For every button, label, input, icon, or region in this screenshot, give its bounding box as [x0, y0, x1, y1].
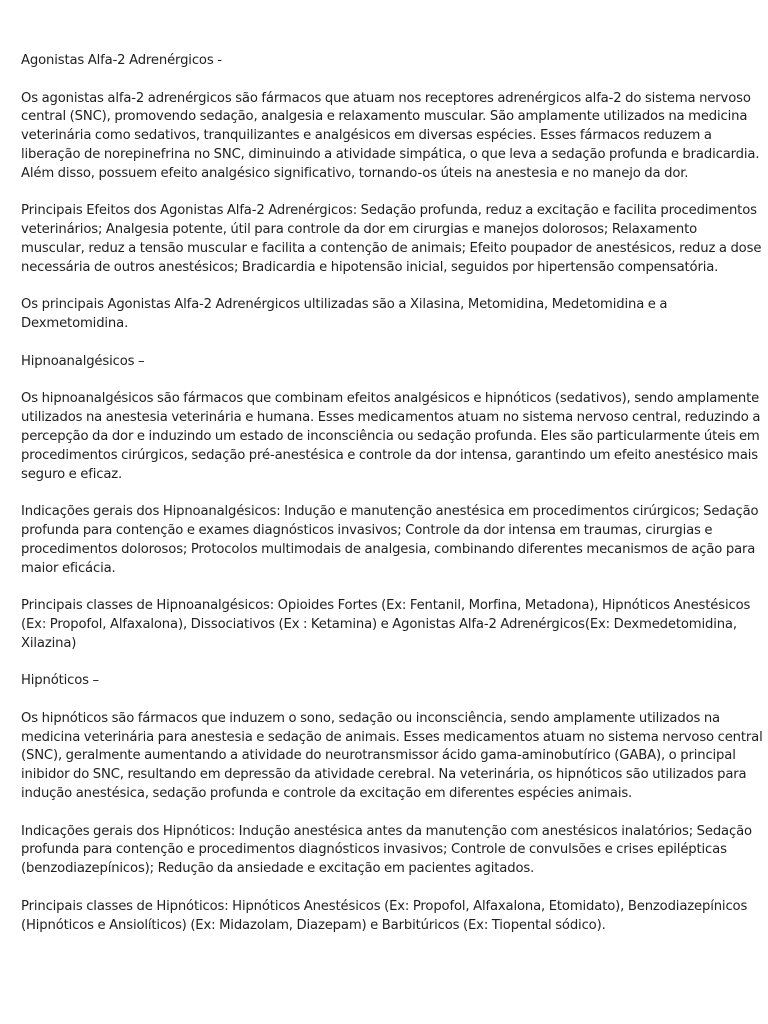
paragraph-hipnoticos-indications: Indicações gerais dos Hipnóticos: Indução anestésica antes da manutenção com anestésicos inalatórios; Sedação profunda para contenção e procedimentos diagnósticos invasivos; Controle de convulsões e crises epilépticas (benzodiazepínicos); Redução da ansiedade e excitação em pacientes agitados.	[21, 823, 752, 877]
section-heading-hipnoanalgesicos: Hipnoanalgésicos –	[21, 353, 145, 369]
paragraph-hipnoticos-classes: Principais classes de Hipnóticos: Hipnóticos Anestésicos (Ex: Propofol, Alfaxalona, Etomidato), Benzodiazepínicos (Hipnóticos e Ansiolíticos) (Ex: Midazolam, Diazepam) e Barbitúricos (Ex: Tiopental sódico).	[21, 898, 748, 933]
paragraph-hipnoticos-intro: Os hipnóticos são fármacos que induzem o sono, sedação ou inconsciência, sendo amplamente utilizados na medicina veterinária para anestesia e sedação de animais. Esses medicamentos atuam no sistema nervoso central (SNC), geralmente aumentando a atividade do neurotransmissor ácido gama-aminobutírico (GABA), o principal inibidor do SNC, resultando em depressão da atividade cerebral. Na veterinária, os hipnóticos são utilizados para indução anestésica, sedação profunda e controle da excitação em diferentes espécies animais.	[21, 710, 763, 802]
section-heading-hipnoticos: Hipnóticos –	[21, 673, 99, 689]
paragraph-alfa2-intro: Os agonistas alfa-2 adrenérgicos são fármacos que atuam nos receptores adrenérgicos alfa-2 do sistema nervoso central (SNC), promovendo sedação, analgesia e relaxamento muscular. São amplamente utilizados na medicina veterinária como sedativos, tranquilizantes e analgésicos em diversas espécies. Esses fármacos reduzem a liberação de norepinefrina no SNC, diminuindo a atividade simpática, o que leva a sedação profunda e bradicardia. Além disso, possuem efeito analgésico significativo, tornando-os úteis na anestesia e no manejo da dor.	[21, 90, 760, 181]
paragraph-alfa2-drugs: Os principais Agonistas Alfa-2 Adrenérgicos ultilizadas são a Xilasina, Metomidina, Medetomidina e a Dexmetomidina.	[21, 297, 668, 332]
document-body	[21, 52, 763, 954]
paragraph-alfa2-effects: Principais Efeitos dos Agonistas Alfa-2 Adrenérgicos: Sedação profunda, reduz a excitação e facilita procedimentos veterinários; Analgesia potente, útil para controle da dor em cirurgias e manejos dolorosos; Relaxamento muscular, reduz a tensão muscular e facilita a contenção de animais; Efeito poupador de anestésicos, reduz a dose necessária de outros anestésicos; Bradicardia e hipotensão inicial, seguidos por hipertensão compensatória.	[21, 203, 762, 275]
paragraph-hipnoanalgesicos-intro: Os hipnoanalgésicos são fármacos que combinam efeitos analgésicos e hipnóticos (sedativos), sendo amplamente utilizados na anestesia veterinária e humana. Esses medicamentos atuam no sistema nervoso central, reduzindo a percepção da dor e induzindo um estado de inconsciência ou sedação profunda. Eles são particularmente úteis em procedimentos cirúrgicos, sedação pré-anestésica e controle da dor intensa, garantindo um efeito anestésico mais seguro e eficaz.	[21, 391, 761, 482]
paragraph-hipnoanalgesicos-indications: Indicações gerais dos Hipnoanalgésicos: Indução e manutenção anestésica em procedimentos cirúrgicos; Sedação profunda para contenção e exames diagnósticos invasivos; Controle da dor intensa em traumas, cirurgias e procedimentos dolorosos; Protocolos multimodais de analgesia, combinando diferentes mecanismos de ação para maior eficácia.	[21, 504, 759, 576]
paragraph-hipnoanalgesicos-classes: Principais classes de Hipnoanalgésicos: Opioides Fortes (Ex: Fentanil, Morfina, Metadona), Hipnóticos Anestésicos (Ex: Propofol, Alfaxalona), Dissociativos (Ex : Ketamina) e Agonistas Alfa-2 Adrenérgicos(Ex: Dexmedetomidina, Xilazina)	[21, 598, 751, 651]
section-heading-alfa2: Agonistas Alfa-2 Adrenérgicos -	[21, 53, 222, 68]
